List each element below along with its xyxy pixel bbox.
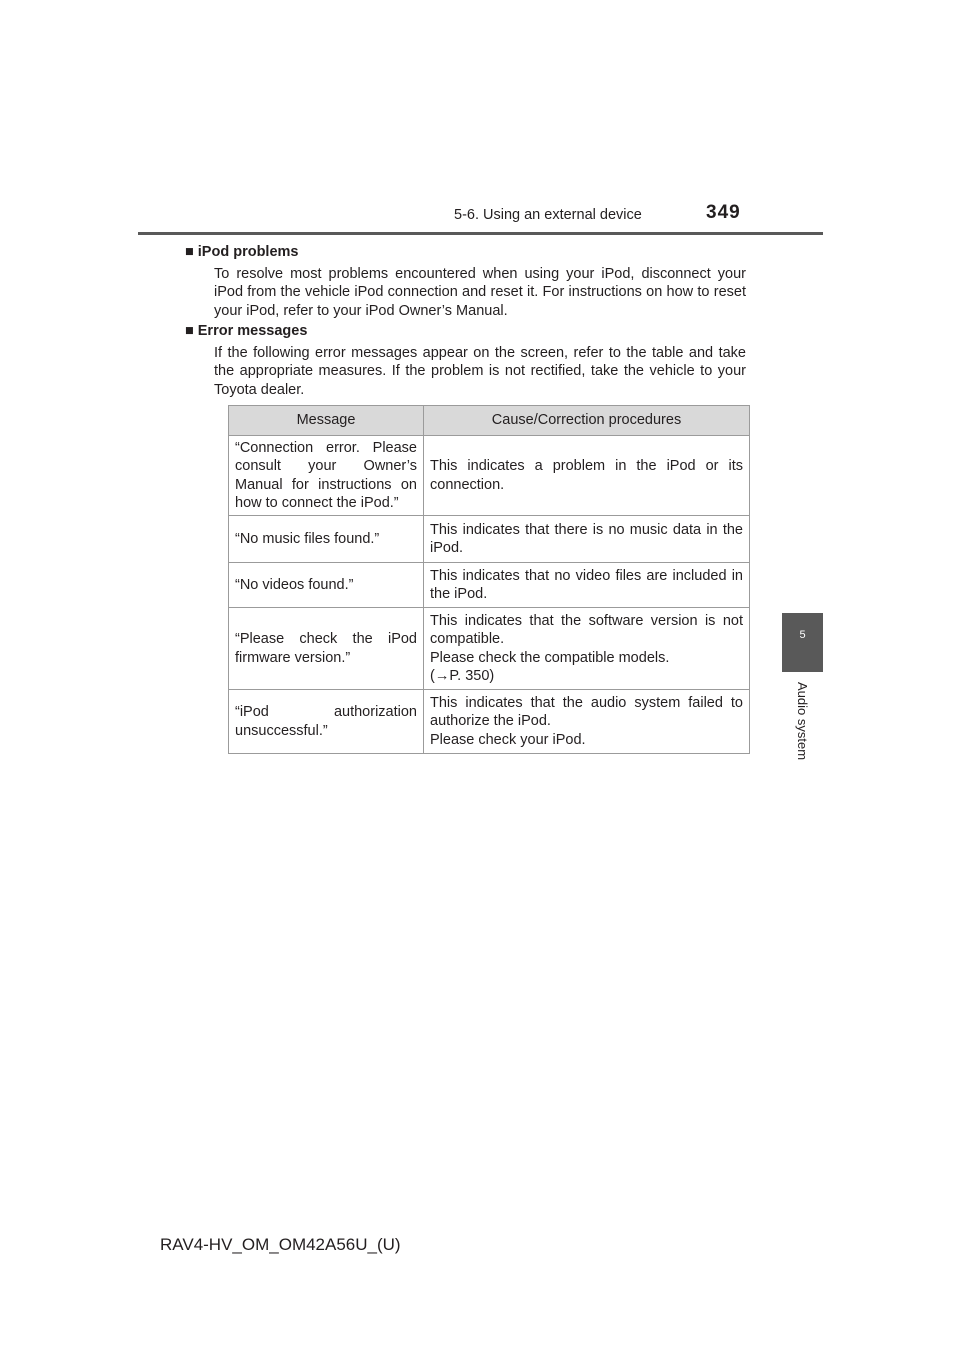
message-cell: “iPod authorization unsuccessful.” — [229, 690, 424, 754]
header-section-title: 5-6. Using an external device — [454, 207, 642, 223]
square-bullet-icon: ■ — [185, 244, 194, 260]
column-header-message: Message — [229, 406, 424, 436]
message-cell: “Please check the iPod firmware version.” — [229, 608, 424, 690]
section-title-text: iPod problems — [197, 244, 299, 260]
cause-line: Please check the compatible models. — [430, 649, 670, 666]
cause-line: This indicates a problem in the iPod or its connection. — [430, 458, 743, 493]
cause-cell — [424, 608, 750, 690]
page-number: 349 — [706, 202, 741, 223]
error-messages-table — [228, 405, 750, 754]
section-title-text: Error messages — [197, 323, 308, 339]
table-header-row — [229, 406, 750, 436]
cause-cell — [424, 563, 750, 608]
section-title — [185, 322, 717, 341]
cause-cell — [424, 436, 750, 516]
square-bullet-icon: ■ — [185, 323, 194, 339]
table-row — [229, 563, 750, 608]
table-row — [229, 690, 750, 754]
table-row — [229, 516, 750, 563]
chapter-title: Audio system — [795, 682, 810, 761]
cause-line: This indicates that the software version is not compatible. — [430, 612, 743, 647]
manual-code: RAV4-HV_OM_OM42A56U_(U) — [160, 1235, 401, 1254]
table-row — [229, 436, 750, 516]
chapter-tab — [782, 613, 823, 672]
cause-line: Please check your iPod. — [430, 731, 586, 748]
section-title — [185, 243, 717, 262]
cause-line: This indicates that there is no music data in the iPod. — [430, 521, 743, 556]
section-ipod-problems — [185, 243, 746, 320]
chapter-number: 5 — [799, 629, 806, 641]
column-header-cause: Cause/Correction procedures — [424, 406, 750, 436]
page-reference: (→P. 350) — [430, 668, 495, 684]
cause-line: This indicates that the audio system failed to authorize the iPod. — [430, 694, 743, 730]
cause-cell — [424, 690, 750, 754]
message-cell: “No videos found.” — [229, 563, 424, 608]
section-body: If the following error messages appear on the screen, refer to the table and take the appropriate measures. If the problem is not rectified, take the vehicle to your Toyota dealer. — [214, 344, 746, 398]
cause-line: This indicates that no video files are included in the iPod. — [430, 567, 743, 602]
header-rule — [138, 232, 823, 235]
cause-cell — [424, 516, 750, 563]
section-error-messages — [185, 322, 746, 399]
table-row — [229, 608, 750, 690]
message-cell: “No music files found.” — [229, 516, 424, 563]
message-cell: “Connection error. Please consult your Owner’s Manual for instructions on how to connect the iPod.” — [229, 436, 424, 516]
section-body: To resolve most problems encountered when using your iPod, disconnect your iPod from the vehicle iPod connection and reset it. For instructions on how to reset your iPod, refer to your iPod Owner’s Manual. — [214, 265, 746, 319]
